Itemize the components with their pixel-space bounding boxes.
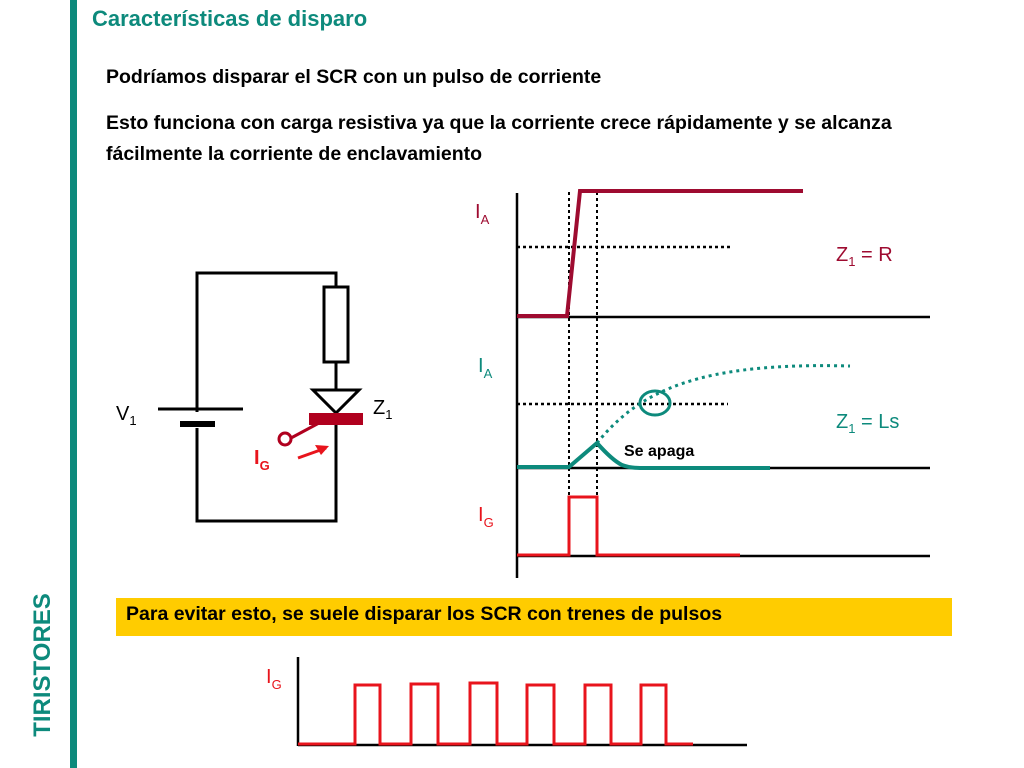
anode-current-label-1: $I_A$ xyxy=(475,201,490,227)
inductive-load-label: $Z_1 = Ls$ xyxy=(836,411,900,436)
gate-current-label: $I_G$ xyxy=(254,447,270,473)
source-label: $V_1$ xyxy=(116,403,137,428)
gate-current-label: $I_G$ xyxy=(478,504,494,530)
load-resistor xyxy=(324,287,348,362)
anode-current-label-2: $I_A$ xyxy=(478,355,493,381)
thyristor-symbol xyxy=(279,390,363,458)
pulse-train-callout: Para evitar esto, se suele disparar los SCR con trenes de pulsos xyxy=(116,598,952,636)
anode-current-resistive-trace xyxy=(517,191,803,316)
thyristor-triangle xyxy=(313,390,359,413)
gate-terminal xyxy=(279,433,291,445)
resistive-load-label: $Z_1 = R$ xyxy=(836,244,893,269)
circuit-wire-bottom xyxy=(197,425,336,521)
latching-levels xyxy=(517,247,733,404)
load-label: $Z_1$ xyxy=(373,397,393,422)
gate-current-single-pulse xyxy=(517,497,740,555)
pulse-train-axes xyxy=(298,657,747,746)
pulse-train-label: $I_G$ xyxy=(266,666,282,692)
sidebar-section-label: TIRISTORES xyxy=(29,593,56,737)
paragraph-resistive-load: Esto funciona con carga resistiva ya que la corriente crece rápidamente y se alcanza fácilmente la corriente de enclavamiento xyxy=(106,112,892,165)
turn-off-note: Se apaga xyxy=(624,443,695,460)
paragraph-single-pulse: Podríamos disparar el SCR con un pulso de corriente xyxy=(106,66,602,88)
gate-current-pulse-train xyxy=(298,683,693,744)
gate-lead xyxy=(291,423,319,438)
slide-title: Características de disparo xyxy=(92,6,368,31)
